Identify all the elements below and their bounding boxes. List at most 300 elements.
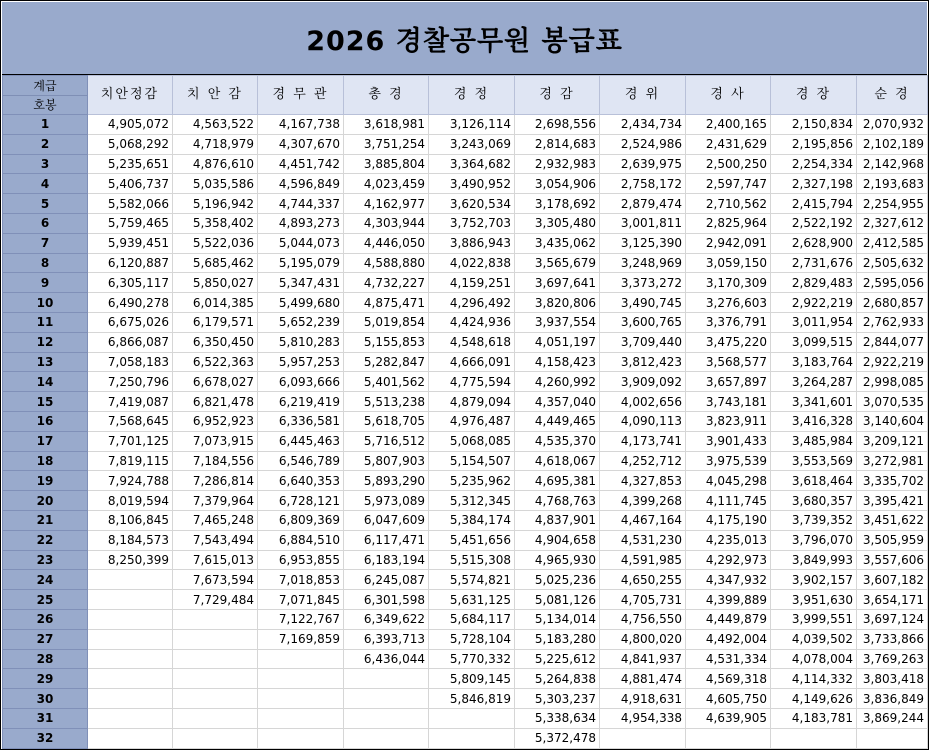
salary-cell: 7,250,796 <box>88 372 173 392</box>
salary-cell <box>88 649 173 669</box>
salary-cell: 4,718,979 <box>173 134 258 154</box>
table-row <box>3 510 928 530</box>
salary-cell <box>173 728 258 748</box>
salary-cell: 4,588,880 <box>344 253 429 273</box>
salary-cell: 6,183,194 <box>344 550 429 570</box>
salary-cell: 4,695,381 <box>515 471 600 491</box>
table-row <box>3 471 928 491</box>
salary-cell: 5,809,145 <box>429 669 515 689</box>
table-row <box>3 530 928 550</box>
salary-cell <box>173 669 258 689</box>
salary-cell: 5,195,079 <box>258 253 344 273</box>
step-number: 16 <box>3 411 88 431</box>
salary-cell: 4,252,712 <box>600 451 686 471</box>
salary-cell: 5,759,465 <box>88 213 173 233</box>
salary-cell: 3,796,070 <box>771 530 857 550</box>
salary-cell: 4,879,094 <box>429 392 515 412</box>
salary-cell: 5,235,651 <box>88 154 173 174</box>
salary-cell: 5,044,073 <box>258 233 344 253</box>
step-number: 32 <box>3 728 88 748</box>
salary-cell: 2,070,932 <box>857 115 928 135</box>
salary-cell: 4,399,268 <box>600 491 686 511</box>
salary-cell <box>88 728 173 748</box>
salary-cell: 3,618,981 <box>344 115 429 135</box>
salary-cell: 5,282,847 <box>344 352 429 372</box>
salary-cell <box>344 708 429 728</box>
salary-cell: 4,111,745 <box>686 491 771 511</box>
salary-cell: 2,434,734 <box>600 115 686 135</box>
salary-cell: 3,743,181 <box>686 392 771 412</box>
salary-cell <box>173 708 258 728</box>
table-body <box>3 115 928 749</box>
salary-cell: 2,415,794 <box>771 194 857 214</box>
salary-cell: 3,909,092 <box>600 372 686 392</box>
column-header: 경 위 <box>600 76 686 115</box>
salary-cell <box>600 728 686 748</box>
salary-cell: 3,769,263 <box>857 649 928 669</box>
salary-cell: 2,639,975 <box>600 154 686 174</box>
salary-cell: 7,419,087 <box>88 392 173 412</box>
salary-cell: 3,951,630 <box>771 590 857 610</box>
salary-cell: 3,341,601 <box>771 392 857 412</box>
salary-cell: 3,451,622 <box>857 510 928 530</box>
salary-cell: 6,678,027 <box>173 372 258 392</box>
salary-cell: 4,357,040 <box>515 392 600 412</box>
step-number: 25 <box>3 590 88 610</box>
salary-cell: 4,149,626 <box>771 689 857 709</box>
salary-cell: 5,134,014 <box>515 609 600 629</box>
salary-cell: 5,973,089 <box>344 491 429 511</box>
salary-cell: 3,248,969 <box>600 253 686 273</box>
salary-cell: 4,162,977 <box>344 194 429 214</box>
salary-cell: 4,260,992 <box>515 372 600 392</box>
salary-cell: 7,286,814 <box>173 471 258 491</box>
salary-cell: 6,047,609 <box>344 510 429 530</box>
step-number: 10 <box>3 293 88 313</box>
salary-cell: 2,597,747 <box>686 174 771 194</box>
salary-cell: 2,710,562 <box>686 194 771 214</box>
rank-corner-label: 계급 <box>3 77 87 96</box>
salary-cell: 5,372,478 <box>515 728 600 748</box>
salary-cell <box>258 649 344 669</box>
salary-cell: 5,810,283 <box>258 332 344 352</box>
salary-cell: 3,733,866 <box>857 629 928 649</box>
salary-cell: 4,841,937 <box>600 649 686 669</box>
salary-cell: 4,596,849 <box>258 174 344 194</box>
salary-cell: 5,196,942 <box>173 194 258 214</box>
salary-cell: 6,728,121 <box>258 491 344 511</box>
step-number: 11 <box>3 312 88 332</box>
salary-cell: 5,451,656 <box>429 530 515 550</box>
title-banner <box>2 2 927 75</box>
table-row <box>3 115 928 135</box>
salary-cell <box>258 728 344 748</box>
salary-cell: 7,058,183 <box>88 352 173 372</box>
step-number: 19 <box>3 471 88 491</box>
column-header: 경 감 <box>515 76 600 115</box>
column-header: 경 사 <box>686 76 771 115</box>
salary-cell: 4,744,337 <box>258 194 344 214</box>
salary-cell <box>88 570 173 590</box>
salary-cell: 2,254,334 <box>771 154 857 174</box>
salary-cell: 4,039,502 <box>771 629 857 649</box>
salary-cell: 4,492,004 <box>686 629 771 649</box>
salary-cell: 4,022,838 <box>429 253 515 273</box>
salary-cell: 2,758,172 <box>600 174 686 194</box>
salary-cell: 3,054,906 <box>515 174 600 194</box>
salary-cell: 4,650,255 <box>600 570 686 590</box>
salary-cell: 4,045,298 <box>686 471 771 491</box>
salary-cell: 3,600,765 <box>600 312 686 332</box>
salary-cell <box>258 669 344 689</box>
salary-cell: 5,312,345 <box>429 491 515 511</box>
salary-cell: 2,932,983 <box>515 154 600 174</box>
salary-cell: 6,640,353 <box>258 471 344 491</box>
salary-cell: 2,505,632 <box>857 253 928 273</box>
salary-cell: 5,684,117 <box>429 609 515 629</box>
salary-cell: 2,829,483 <box>771 273 857 293</box>
salary-cell: 7,543,494 <box>173 530 258 550</box>
salary-cell: 4,023,459 <box>344 174 429 194</box>
salary-cell: 5,582,066 <box>88 194 173 214</box>
salary-cell: 4,399,889 <box>686 590 771 610</box>
salary-cell: 6,117,471 <box>344 530 429 550</box>
salary-cell: 3,620,534 <box>429 194 515 214</box>
salary-cell: 6,093,666 <box>258 372 344 392</box>
table-row <box>3 491 928 511</box>
salary-cell <box>771 728 857 748</box>
salary-cell: 4,183,781 <box>771 708 857 728</box>
salary-cell: 5,338,634 <box>515 708 600 728</box>
salary-cell: 6,675,026 <box>88 312 173 332</box>
salary-cell: 4,078,004 <box>771 649 857 669</box>
salary-cell: 2,628,900 <box>771 233 857 253</box>
salary-cell: 3,849,993 <box>771 550 857 570</box>
salary-cell: 2,400,165 <box>686 115 771 135</box>
salary-cell: 4,090,113 <box>600 411 686 431</box>
step-number: 20 <box>3 491 88 511</box>
salary-cell: 2,431,629 <box>686 134 771 154</box>
salary-cell: 5,522,036 <box>173 233 258 253</box>
salary-cell: 4,905,072 <box>88 115 173 135</box>
salary-cell: 2,680,857 <box>857 293 928 313</box>
salary-cell: 4,875,471 <box>344 293 429 313</box>
salary-cell: 6,884,510 <box>258 530 344 550</box>
table-row <box>3 134 928 154</box>
salary-cell: 4,904,658 <box>515 530 600 550</box>
salary-cell: 7,673,594 <box>173 570 258 590</box>
salary-cell: 4,175,190 <box>686 510 771 530</box>
column-header: 경 장 <box>771 76 857 115</box>
salary-cell: 3,607,182 <box>857 570 928 590</box>
step-number: 2 <box>3 134 88 154</box>
salary-cell: 3,125,390 <box>600 233 686 253</box>
salary-cell: 5,728,104 <box>429 629 515 649</box>
salary-cell: 4,881,474 <box>600 669 686 689</box>
salary-cell <box>173 649 258 669</box>
step-number: 4 <box>3 174 88 194</box>
step-number: 26 <box>3 609 88 629</box>
salary-cell: 4,876,610 <box>173 154 258 174</box>
salary-cell: 3,376,791 <box>686 312 771 332</box>
salary-cell: 3,140,604 <box>857 411 928 431</box>
salary-cell: 2,922,219 <box>771 293 857 313</box>
table-row <box>3 332 928 352</box>
step-number: 29 <box>3 669 88 689</box>
table-row <box>3 669 928 689</box>
salary-cell: 2,731,676 <box>771 253 857 273</box>
salary-cell: 6,350,450 <box>173 332 258 352</box>
salary-cell: 2,150,834 <box>771 115 857 135</box>
column-header: 경 정 <box>429 76 515 115</box>
salary-cell: 2,193,683 <box>857 174 928 194</box>
salary-cell: 2,102,189 <box>857 134 928 154</box>
column-header: 치 안 감 <box>173 76 258 115</box>
salary-cell: 4,563,522 <box>173 115 258 135</box>
table-row <box>3 550 928 570</box>
salary-cell: 6,522,363 <box>173 352 258 372</box>
salary-cell <box>88 689 173 709</box>
salary-cell <box>88 708 173 728</box>
salary-cell: 4,051,197 <box>515 332 600 352</box>
step-number: 5 <box>3 194 88 214</box>
salary-cell: 7,615,013 <box>173 550 258 570</box>
salary-cell: 4,768,763 <box>515 491 600 511</box>
corner-header <box>3 76 88 115</box>
salary-cell: 4,535,370 <box>515 431 600 451</box>
step-number: 28 <box>3 649 88 669</box>
salary-cell: 4,307,670 <box>258 134 344 154</box>
salary-cell: 2,142,968 <box>857 154 928 174</box>
salary-cell: 3,618,464 <box>771 471 857 491</box>
salary-cell: 2,522,192 <box>771 213 857 233</box>
salary-cell <box>344 669 429 689</box>
page-title: 2026 경찰공무원 봉급표 <box>306 25 623 57</box>
salary-cell: 3,243,069 <box>429 134 515 154</box>
salary-cell: 4,449,879 <box>686 609 771 629</box>
salary-cell <box>173 609 258 629</box>
column-header: 경 무 관 <box>258 76 344 115</box>
salary-cell: 3,657,897 <box>686 372 771 392</box>
table-row <box>3 728 928 748</box>
salary-cell: 5,652,239 <box>258 312 344 332</box>
salary-cell: 4,292,973 <box>686 550 771 570</box>
salary-cell <box>344 728 429 748</box>
salary-cell: 3,937,554 <box>515 312 600 332</box>
salary-cell <box>258 708 344 728</box>
salary-cell: 5,183,280 <box>515 629 600 649</box>
salary-cell: 2,195,856 <box>771 134 857 154</box>
salary-cell: 2,254,955 <box>857 194 928 214</box>
salary-cell: 4,837,901 <box>515 510 600 530</box>
column-header: 치안정감 <box>88 76 173 115</box>
salary-cell: 6,336,581 <box>258 411 344 431</box>
table-row <box>3 293 928 313</box>
salary-cell: 3,902,157 <box>771 570 857 590</box>
salary-cell: 3,553,569 <box>771 451 857 471</box>
salary-cell: 3,335,702 <box>857 471 928 491</box>
table-row <box>3 392 928 412</box>
salary-cell: 3,709,440 <box>600 332 686 352</box>
step-number: 31 <box>3 708 88 728</box>
salary-cell: 3,178,692 <box>515 194 600 214</box>
salary-cell: 8,106,845 <box>88 510 173 530</box>
salary-cell: 4,467,164 <box>600 510 686 530</box>
salary-cell: 7,184,556 <box>173 451 258 471</box>
salary-cell: 3,099,515 <box>771 332 857 352</box>
salary-cell: 7,073,915 <box>173 431 258 451</box>
salary-cell: 3,183,764 <box>771 352 857 372</box>
salary-cell: 7,568,645 <box>88 411 173 431</box>
salary-cell: 5,347,431 <box>258 273 344 293</box>
salary-cell <box>88 609 173 629</box>
salary-cell: 4,159,251 <box>429 273 515 293</box>
salary-cell <box>857 728 928 748</box>
salary-cell: 6,953,855 <box>258 550 344 570</box>
salary-cell: 2,698,556 <box>515 115 600 135</box>
salary-cell: 5,225,612 <box>515 649 600 669</box>
salary-cell <box>686 728 771 748</box>
salary-cell: 4,449,465 <box>515 411 600 431</box>
salary-cell: 5,515,308 <box>429 550 515 570</box>
salary-cell: 2,327,198 <box>771 174 857 194</box>
salary-cell: 2,524,986 <box>600 134 686 154</box>
step-number: 6 <box>3 213 88 233</box>
step-number: 17 <box>3 431 88 451</box>
salary-cell: 3,885,804 <box>344 154 429 174</box>
salary-cell: 7,819,115 <box>88 451 173 471</box>
table-row <box>3 411 928 431</box>
salary-cell: 5,401,562 <box>344 372 429 392</box>
pay-table <box>2 75 928 749</box>
salary-cell: 3,869,244 <box>857 708 928 728</box>
salary-cell: 3,803,418 <box>857 669 928 689</box>
salary-cell: 3,070,535 <box>857 392 928 412</box>
table-row <box>3 431 928 451</box>
table-row <box>3 213 928 233</box>
salary-cell: 4,954,338 <box>600 708 686 728</box>
salary-cell: 4,114,332 <box>771 669 857 689</box>
step-number: 7 <box>3 233 88 253</box>
salary-cell: 2,942,091 <box>686 233 771 253</box>
salary-cell: 6,120,887 <box>88 253 173 273</box>
salary-cell: 5,154,507 <box>429 451 515 471</box>
salary-cell: 3,272,981 <box>857 451 928 471</box>
step-corner-label: 호봉 <box>33 97 57 112</box>
salary-cell: 6,821,478 <box>173 392 258 412</box>
salary-cell: 4,303,944 <box>344 213 429 233</box>
salary-cell: 3,490,745 <box>600 293 686 313</box>
salary-cell: 3,416,328 <box>771 411 857 431</box>
salary-cell <box>429 708 515 728</box>
salary-cell: 3,751,254 <box>344 134 429 154</box>
salary-cell: 3,395,421 <box>857 491 928 511</box>
salary-cell: 5,850,027 <box>173 273 258 293</box>
salary-cell: 5,513,238 <box>344 392 429 412</box>
table-row <box>3 570 928 590</box>
salary-cell: 6,952,923 <box>173 411 258 431</box>
salary-cell: 4,618,067 <box>515 451 600 471</box>
salary-cell: 3,999,551 <box>771 609 857 629</box>
salary-cell: 2,825,964 <box>686 213 771 233</box>
salary-cell: 2,814,683 <box>515 134 600 154</box>
salary-cell: 3,126,114 <box>429 115 515 135</box>
salary-cell: 4,800,020 <box>600 629 686 649</box>
salary-cell: 3,901,433 <box>686 431 771 451</box>
salary-cell: 5,631,125 <box>429 590 515 610</box>
salary-cell: 5,155,853 <box>344 332 429 352</box>
salary-cell: 7,701,125 <box>88 431 173 451</box>
salary-cell: 5,499,680 <box>258 293 344 313</box>
salary-cell: 6,305,117 <box>88 273 173 293</box>
salary-cell: 5,685,462 <box>173 253 258 273</box>
salary-cell: 6,490,278 <box>88 293 173 313</box>
salary-cell: 5,406,737 <box>88 174 173 194</box>
step-number: 30 <box>3 689 88 709</box>
step-number: 13 <box>3 352 88 372</box>
table-row <box>3 629 928 649</box>
salary-cell: 3,823,911 <box>686 411 771 431</box>
salary-cell: 5,081,126 <box>515 590 600 610</box>
step-number: 27 <box>3 629 88 649</box>
step-number: 14 <box>3 372 88 392</box>
salary-cell: 4,976,487 <box>429 411 515 431</box>
header-row <box>3 76 928 115</box>
salary-cell: 4,451,742 <box>258 154 344 174</box>
salary-cell: 3,011,954 <box>771 312 857 332</box>
salary-cell: 3,697,124 <box>857 609 928 629</box>
salary-cell: 6,301,598 <box>344 590 429 610</box>
salary-cell: 4,756,550 <box>600 609 686 629</box>
step-number: 21 <box>3 510 88 530</box>
salary-cell: 4,705,731 <box>600 590 686 610</box>
table-row <box>3 372 928 392</box>
salary-cell: 3,264,287 <box>771 372 857 392</box>
salary-cell: 4,591,985 <box>600 550 686 570</box>
salary-cell: 3,836,849 <box>857 689 928 709</box>
salary-cell <box>258 689 344 709</box>
salary-cell: 4,605,750 <box>686 689 771 709</box>
salary-cell: 5,019,854 <box>344 312 429 332</box>
table-row <box>3 590 928 610</box>
salary-cell: 6,349,622 <box>344 609 429 629</box>
step-number: 12 <box>3 332 88 352</box>
salary-cell: 5,384,174 <box>429 510 515 530</box>
salary-cell: 8,019,594 <box>88 491 173 511</box>
column-header: 순 경 <box>857 76 928 115</box>
salary-cell: 2,844,077 <box>857 332 928 352</box>
salary-cell: 7,018,853 <box>258 570 344 590</box>
salary-cell: 4,666,091 <box>429 352 515 372</box>
table-row <box>3 273 928 293</box>
salary-cell: 5,618,705 <box>344 411 429 431</box>
salary-cell <box>429 728 515 748</box>
salary-cell: 4,002,656 <box>600 392 686 412</box>
salary-cell: 5,235,962 <box>429 471 515 491</box>
salary-cell: 4,918,631 <box>600 689 686 709</box>
salary-cell: 5,807,903 <box>344 451 429 471</box>
salary-cell: 7,071,845 <box>258 590 344 610</box>
salary-cell: 4,639,905 <box>686 708 771 728</box>
step-number: 3 <box>3 154 88 174</box>
salary-cell: 3,435,062 <box>515 233 600 253</box>
salary-cell: 6,866,087 <box>88 332 173 352</box>
step-number: 23 <box>3 550 88 570</box>
salary-cell: 3,568,577 <box>686 352 771 372</box>
salary-cell: 5,264,838 <box>515 669 600 689</box>
table-row <box>3 233 928 253</box>
salary-cell: 5,574,821 <box>429 570 515 590</box>
